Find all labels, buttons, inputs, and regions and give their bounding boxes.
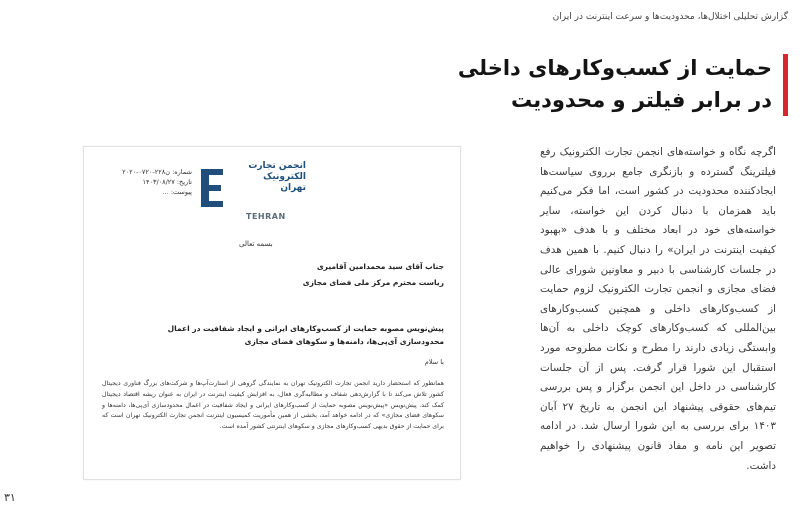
title-line-2: در برابر فیلتر و محدودیت [510, 88, 772, 112]
letter-opening: بسمه تعالی [239, 240, 273, 248]
running-header: گزارش تحلیلی اختلال‌ها، محدودیت‌ها و سرعت اینترنت در ایران [552, 12, 788, 22]
logo-latin-text: TEHRAN [246, 212, 286, 221]
letter-salutation: با سلام [424, 358, 444, 366]
page-number: ۳۱ [4, 491, 16, 504]
letter-body: همانطور که استحضار دارید انجمن تجارت الکترونیک تهران به نمایندگی گروهی از استارت‌آپ‌ها و شرکت‌های بزرگ فناوری دیجیتال کشور تلاش می‌کند تا با گزارش‌دهی شفاف و مطالبه‌گری فعال، به افزایش کیفیت اینترنت در ایران به عنوان ریشه اقتصاد دیجیتال کمک کند. پیش‌نویس «پیش‌نویس مصوبه حمایت از کسب‌وکارهای ایرانی و ایجاد شفافیت در اعمال محدودسازی آی‌پی‌ها، دامنه‌ها و سکوهای فضای مجازی» که در ادامه خواهد آمد، بخشی از همین مأموریت کمیسیون اینترنت انجمن تجارت الکترونیک تهران است که برای حمایت از حقوق بدیهی کسب‌وکارهای مجازی و سکوهای اینترنتی کشور آمده است. [102, 380, 444, 431]
letter-recipient-name: جناب آقای سید محمدامین آقامیری [316, 262, 444, 271]
letter-attachment: پیوست: ... [162, 188, 192, 196]
title-line-1: حمایت از کسب‌وکارهای داخلی [457, 56, 772, 80]
letter-recipient-title: ریاست محترم مرکز ملی فضای مجازی [302, 278, 444, 287]
article-title [412, 52, 772, 116]
letter-meta [92, 167, 192, 197]
logo-text: انجمن تجارت الکترونیک تهران [248, 161, 306, 193]
letter-image [83, 146, 461, 480]
article-body: اگرچه نگاه و خواسته‌های انجمن تجارت الکترونیک رفع فیلترینگ گسترده و بازنگری جامع برروی سیاست‌ها ایجادکننده محدودیت در کشور است، اما فکر می‌کنیم باید همزمان با دنبال کردن این خواسته، سایر خواسته‌های خود در ابعاد مختلف و با هدف «بهبود کیفیت اینترنت در ایران» را دنبال کنیم. با همین هدف در جلسات کارشناسی با دبیر و معاونین شورای عالی فضای مجازی و انجمن تجارت الکترونیک لزوم حمایت از کسب‌وکارهای داخلی و همچنین کسب‌وکارهای بین‌المللی که کسب‌وکارهای کوچک داخلی به آن‌ها وابستگی زیادی دارند را مطرح و نکات مطروحه مورد استقبال این شورا قرار گرفت. پس از آن جلسات کارشناسی در داخل این انجمن برگزار و پس بررسی تیم‌های حقوقی پیشنهاد این انجمن به تاریخ ۲۷ آبان ۱۴۰۳ برای بررسی به این شورا ارسال شد. در ادامه تصویر این نامه و مفاد قانون پیشنهادی را خواهیم داشت. [540, 146, 776, 472]
letter-number: شماره: ن۲۲۸-۰۷۲۰-۲۰۲۰ [122, 168, 192, 176]
letter-subject: پیش‌نویس مصوبه حمایت از کسب‌وکارهای ایرانی و ایجاد شفافیت در اعمال محدودسازی آی‌پی‌ها، دامنه‌ها و سکوهای فضای مجازی [167, 324, 444, 346]
title-accent-bar [783, 54, 788, 116]
letter-date: تاریخ: ۱۴۰۳/۰۸/۲۷ [142, 178, 192, 186]
association-logo-icon [197, 165, 227, 211]
